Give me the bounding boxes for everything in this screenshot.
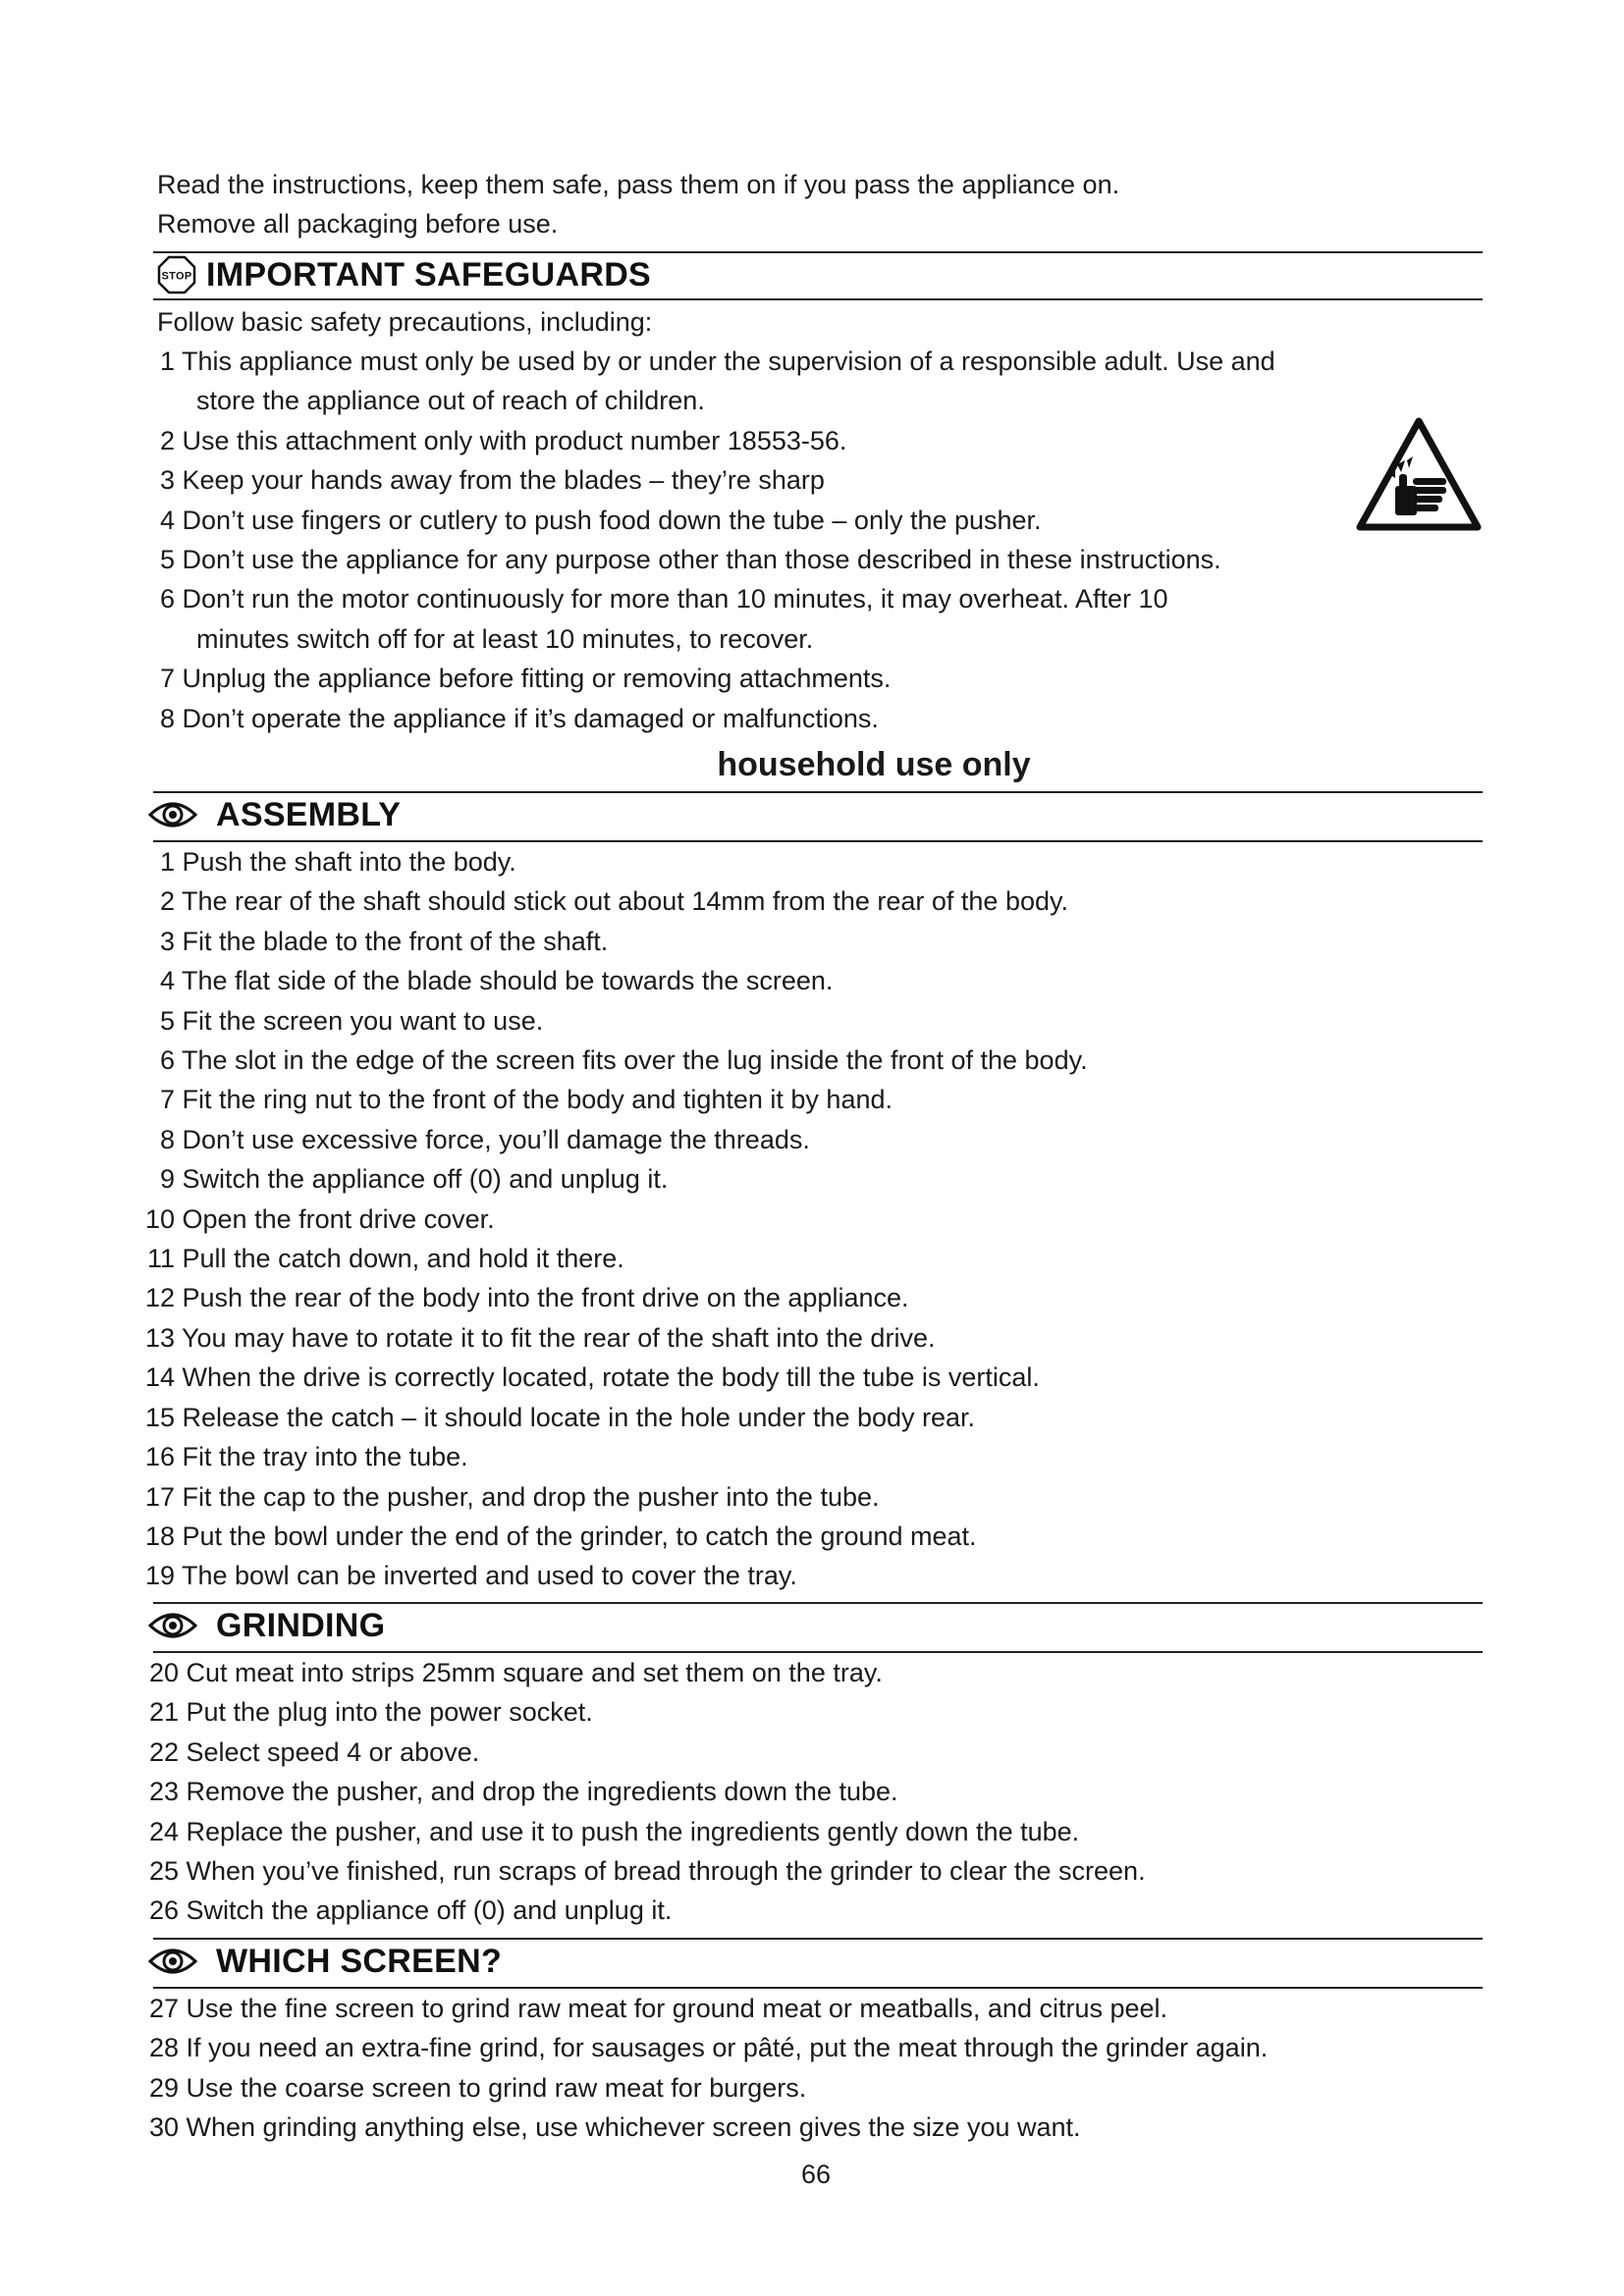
item-number: 16: [145, 1442, 176, 1472]
item-text: If you need an extra-fine grind, for sausages or pâté, put the meat through the grinder again.: [186, 2033, 1269, 2063]
list-item: [145, 1239, 1088, 1278]
grinding-heading: [147, 1604, 385, 1647]
list-item: [145, 1733, 1146, 1772]
item-number: 3: [159, 926, 175, 956]
item-text: The rear of the shaft should stick out about 14mm from the rear of the body.: [182, 886, 1068, 917]
item-text-continued: store the appliance out of reach of children.: [196, 386, 705, 416]
assembly-heading: [147, 793, 401, 836]
item-number: 6: [159, 584, 175, 614]
list-item: [145, 2108, 1268, 2147]
list-item: [145, 842, 1088, 881]
item-number: 10: [145, 1203, 176, 1234]
list-item: [145, 460, 1275, 500]
item-number: 8: [159, 1124, 175, 1154]
item-number: 7: [159, 1085, 175, 1115]
item-text: This appliance must only be used by or under the supervision of a responsible adult. Use and: [182, 347, 1275, 376]
item-number: 22: [148, 1736, 179, 1767]
stop-icon: [157, 255, 196, 294]
list-item: [145, 579, 1275, 659]
list-item: [145, 699, 1275, 738]
item-text: Put the plug into the power socket.: [186, 1697, 593, 1728]
item-number: 28: [148, 2033, 179, 2063]
household-use-only-note: household use only: [717, 746, 1031, 783]
item-text: Fit the tray into the tube.: [182, 1442, 468, 1472]
item-number: 4: [159, 505, 175, 535]
list-item: [145, 1812, 1146, 1851]
safeguards-heading: [157, 253, 651, 296]
item-text: Don’t use excessive force, you’ll damage the threads.: [182, 1124, 810, 1154]
grinding-title: GRINDING: [216, 1606, 386, 1644]
item-text: Use this attachment only with product number 18553-56.: [182, 425, 847, 455]
item-text: When grinding anything else, use whichever screen gives the size you want.: [186, 2112, 1081, 2143]
list-item: [145, 342, 1275, 421]
item-number: 29: [148, 2072, 179, 2103]
item-text: Fit the blade to the front of the shaft.: [182, 926, 609, 956]
item-text: Use the coarse screen to grind raw meat for burgers.: [186, 2072, 807, 2103]
list-item: [145, 1159, 1088, 1199]
item-number: 17: [145, 1481, 176, 1512]
item-text: Replace the pusher, and use it to push the ingredients gently down the tube.: [186, 1816, 1080, 1846]
item-number: 25: [148, 1856, 179, 1887]
item-text: Don’t use fingers or cutlery to push food down the tube – only the pusher.: [182, 505, 1042, 535]
item-text: Push the rear of the body into the front drive on the appliance.: [182, 1283, 909, 1313]
item-number: 2: [159, 886, 175, 917]
list-item: [145, 2068, 1268, 2108]
intro-line-2: Remove all packaging before use.: [157, 209, 559, 239]
list-item: [145, 1358, 1088, 1397]
item-text: Switch the appliance off (0) and unplug it.: [186, 1896, 673, 1926]
list-item: [145, 2028, 1268, 2067]
which-screen-title: WHICH SCREEN?: [216, 1942, 503, 1980]
item-number: 6: [159, 1045, 175, 1076]
assembly-list: [145, 842, 1088, 1596]
list-item: [145, 1556, 1088, 1595]
item-number: 2: [159, 425, 175, 455]
item-text: Fit the ring nut to the front of the body and tighten it by hand.: [182, 1085, 893, 1115]
stop-icon-text: STOP: [161, 270, 192, 283]
item-number: 8: [159, 703, 175, 733]
item-number: 14: [145, 1362, 176, 1393]
item-number: 15: [145, 1402, 176, 1432]
safeguards-title: IMPORTANT SAFEGUARDS: [206, 255, 652, 294]
item-number: 21: [148, 1697, 179, 1728]
grinding-list: [145, 1653, 1146, 1931]
list-item: [145, 1080, 1088, 1119]
intro-line-1: Read the instructions, keep them safe, pass them on if you pass the appliance on.: [157, 170, 1120, 199]
item-text: Open the front drive cover.: [182, 1203, 495, 1234]
item-text: Put the bowl under the end of the grinder, to catch the ground meat.: [182, 1521, 977, 1551]
item-text: The bowl can be inverted and used to cover the tray.: [182, 1561, 797, 1591]
item-number: 24: [148, 1816, 179, 1846]
item-text: Don’t use the appliance for any purpose other than those described in these instructions.: [182, 545, 1221, 575]
item-text: Unplug the appliance before fitting or removing attachments.: [182, 664, 892, 694]
list-item: [145, 881, 1088, 921]
item-number: 23: [148, 1777, 179, 1807]
item-number: 7: [159, 664, 175, 694]
page-number: 66: [800, 2160, 832, 2189]
list-item: [145, 540, 1275, 579]
list-item: [145, 922, 1088, 961]
which-screen-heading: [147, 1940, 502, 1983]
list-item: [145, 501, 1275, 540]
item-number: 5: [159, 545, 175, 575]
item-text: Switch the appliance off (0) and unplug it.: [182, 1164, 669, 1195]
item-text: Don’t run the motor continuously for more than 10 minutes, it may overheat. After 10: [182, 584, 1168, 614]
intro: [157, 165, 1119, 243]
item-number: 1: [159, 847, 175, 877]
list-item: [145, 1001, 1088, 1041]
list-item: [145, 1278, 1088, 1317]
item-number: 12: [145, 1283, 176, 1313]
list-item: [145, 1318, 1088, 1358]
item-text: Fit the screen you want to use.: [182, 1005, 544, 1036]
item-text: When you’ve finished, run scraps of bread through the grinder to clear the screen.: [186, 1856, 1146, 1887]
item-number: 4: [159, 966, 175, 996]
list-item: [145, 1891, 1146, 1930]
item-number: 1: [159, 347, 175, 376]
list-item: [145, 1437, 1088, 1476]
item-text: The flat side of the blade should be towards the screen.: [182, 966, 834, 996]
item-number: 19: [145, 1561, 176, 1591]
item-number: 13: [145, 1322, 176, 1353]
item-text: Pull the catch down, and hold it there.: [182, 1244, 624, 1274]
safeguards-list: [145, 342, 1275, 738]
list-item: [145, 1517, 1088, 1556]
item-number: 27: [148, 1994, 179, 2023]
list-item: [145, 421, 1275, 460]
safeguards-subtitle: Follow basic safety precautions, including:: [157, 307, 653, 337]
list-item: [145, 1041, 1088, 1080]
item-text: Cut meat into strips 25mm square and set them on the tray.: [186, 1658, 883, 1687]
item-text: Fit the cap to the pusher, and drop the pusher into the tube.: [182, 1481, 880, 1512]
list-item: [145, 1653, 1146, 1692]
list-item: [145, 1120, 1088, 1159]
item-text: Use the fine screen to grind raw meat for ground meat or meatballs, and citrus peel.: [186, 1994, 1168, 2023]
item-number: 3: [159, 465, 175, 496]
item-number: 11: [146, 1244, 175, 1274]
eye-icon: [147, 795, 198, 834]
blade-hazard-warning-icon: [1356, 417, 1482, 533]
item-text: The slot in the edge of the screen fits over the lug inside the front of the body.: [182, 1045, 1088, 1076]
item-number: 30: [148, 2112, 179, 2143]
list-item: [145, 1200, 1088, 1239]
item-text: When the drive is correctly located, rotate the body till the tube is vertical.: [182, 1362, 1040, 1393]
item-text-continued: minutes switch off for at least 10 minutes, to recover.: [196, 623, 814, 654]
item-text: Keep your hands away from the blades – they’re sharp: [182, 465, 825, 496]
item-number: 26: [148, 1896, 179, 1926]
list-item: [145, 1692, 1146, 1732]
list-item: [145, 961, 1088, 1000]
list-item: [145, 659, 1275, 698]
item-number: 18: [145, 1521, 176, 1551]
list-item: [145, 1772, 1146, 1811]
list-item: [145, 1851, 1146, 1891]
list-item: [145, 1398, 1088, 1437]
item-text: Select speed 4 or above.: [186, 1736, 480, 1767]
list-item: [145, 1477, 1088, 1517]
item-number: 5: [159, 1005, 175, 1036]
item-text: Remove the pusher, and drop the ingredients down the tube.: [186, 1777, 898, 1807]
item-text: Don’t operate the appliance if it’s damaged or malfunctions.: [182, 703, 879, 733]
eye-icon: [147, 1942, 198, 1981]
item-number: 20: [148, 1658, 179, 1687]
which-screen-list: [145, 1989, 1268, 2148]
item-number: 9: [159, 1164, 175, 1195]
item-text: Release the catch – it should locate in the hole under the body rear.: [182, 1402, 976, 1432]
eye-icon: [147, 1606, 198, 1645]
item-text: You may have to rotate it to fit the rear of the shaft into the drive.: [182, 1322, 936, 1353]
assembly-title: ASSEMBLY: [216, 795, 402, 833]
item-text: Push the shaft into the body.: [182, 847, 516, 877]
list-item: [145, 1989, 1268, 2028]
divider: [153, 298, 1483, 300]
